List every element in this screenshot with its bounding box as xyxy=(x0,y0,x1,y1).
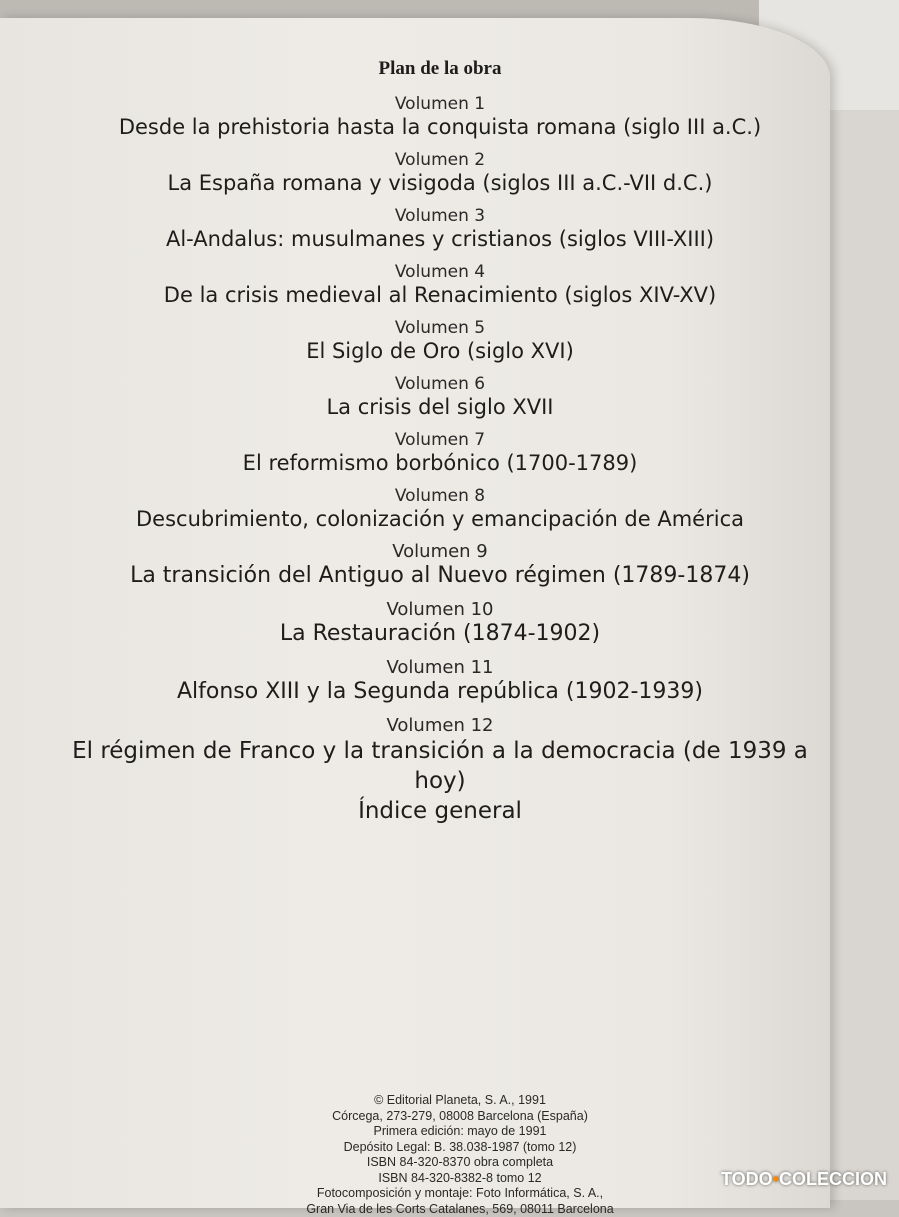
volume-title: La España romana y visigoda (siglos III a.C.-VII d.C.) xyxy=(60,170,820,196)
volume-number: Volumen 6 xyxy=(60,374,820,394)
volume-number: Volumen 7 xyxy=(60,430,820,450)
volume-number: Volumen 11 xyxy=(60,658,820,678)
volume-8 xyxy=(60,486,820,532)
volume-12 xyxy=(60,716,820,826)
volume-title: De la crisis medieval al Renacimiento (siglos XIV-XV) xyxy=(60,282,820,308)
volume-number: Volumen 12 xyxy=(60,716,820,736)
watermark-dot: • xyxy=(773,1169,779,1189)
volume-11 xyxy=(60,658,820,706)
volume-title: Alfonso XIII y la Segunda república (1902-1939) xyxy=(60,678,820,706)
volume-number: Volumen 3 xyxy=(60,206,820,226)
volume-title: El régimen de Franco y la transición a la democracia (de 1939 a hoy) xyxy=(60,736,820,796)
volume-title: Descubrimiento, colonización y emancipación de América xyxy=(60,506,820,532)
volume-number: Volumen 2 xyxy=(60,150,820,170)
volume-7 xyxy=(60,430,820,476)
volume-title: El Siglo de Oro (siglo XVI) xyxy=(60,338,820,364)
volume-number: Volumen 8 xyxy=(60,486,820,506)
volume-title: Desde la prehistoria hasta la conquista romana (siglo III a.C.) xyxy=(60,114,820,140)
volume-title: La crisis del siglo XVII xyxy=(60,394,820,420)
book-page xyxy=(0,18,830,1208)
volume-number: Volumen 5 xyxy=(60,318,820,338)
watermark-suffix: COLECCION xyxy=(779,1169,887,1189)
colophon-line: Gran Via de les Corts Catalanes, 569, 08011 Barcelona xyxy=(200,1202,720,1217)
volume-title: La transición del Antiguo al Nuevo régimen (1789-1874) xyxy=(60,562,820,590)
volume-number: Volumen 1 xyxy=(60,94,820,114)
colophon-line: Córcega, 273-279, 08008 Barcelona (España) xyxy=(200,1109,720,1125)
volume-number: Volumen 10 xyxy=(60,600,820,620)
colophon-line: Primera edición: mayo de 1991 xyxy=(200,1124,720,1140)
volume-9 xyxy=(60,542,820,590)
page-content xyxy=(60,58,820,836)
volume-6 xyxy=(60,374,820,420)
volume-10 xyxy=(60,600,820,648)
volume-number: Volumen 4 xyxy=(60,262,820,282)
colophon-line: © Editorial Planeta, S. A., 1991 xyxy=(200,1093,720,1109)
colophon-line: ISBN 84-320-8382-8 tomo 12 xyxy=(200,1171,720,1187)
volume-title: Al-Andalus: musulmanes y cristianos (siglos VIII-XIII) xyxy=(60,226,820,252)
plan-title: Plan de la obra xyxy=(60,58,820,80)
colophon-line: Depósito Legal: B. 38.038-1987 (tomo 12) xyxy=(200,1140,720,1156)
volume-title: La Restauración (1874-1902) xyxy=(60,620,820,648)
colophon-line: Fotocomposición y montaje: Foto Informática, S. A., xyxy=(200,1186,720,1202)
volume-5 xyxy=(60,318,820,364)
volume-extra-title: Índice general xyxy=(60,796,820,826)
colophon xyxy=(200,1093,720,1217)
watermark-prefix: TODO xyxy=(721,1169,773,1189)
volume-4 xyxy=(60,262,820,308)
colophon-line: ISBN 84-320-8370 obra completa xyxy=(200,1155,720,1171)
watermark-logo xyxy=(721,1169,887,1190)
volume-2 xyxy=(60,150,820,196)
volume-1 xyxy=(60,94,820,140)
volume-number: Volumen 9 xyxy=(60,542,820,562)
volume-title: El reformismo borbónico (1700-1789) xyxy=(60,450,820,476)
volume-3 xyxy=(60,206,820,252)
